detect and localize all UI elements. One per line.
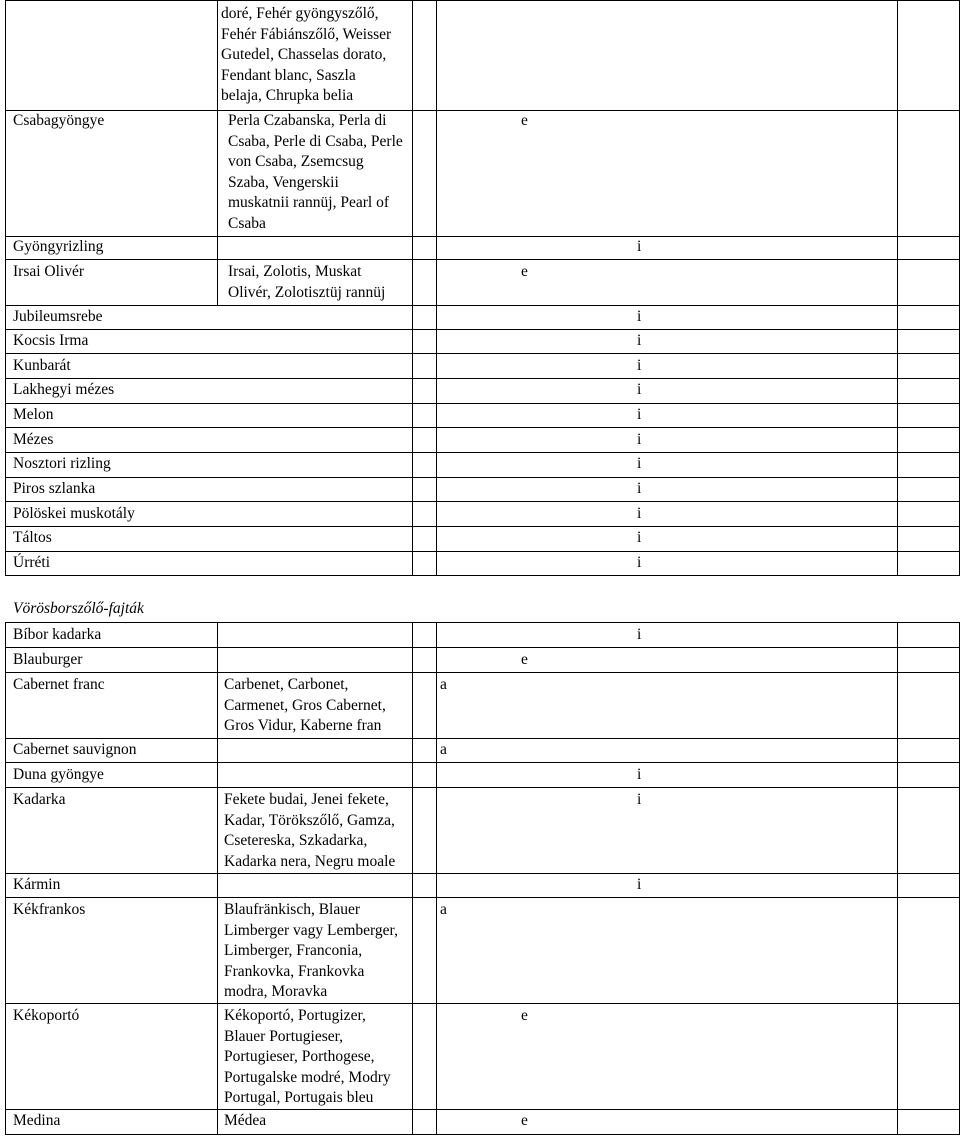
category-code: e <box>521 1112 528 1129</box>
category-code: a <box>440 676 447 693</box>
variety-name: Nosztori rizling <box>13 455 111 472</box>
variety-name: Csabagyöngye <box>13 112 105 129</box>
variety-name: Jubileumsrebe <box>13 308 103 325</box>
category-code: i <box>637 455 642 472</box>
category-code: e <box>521 263 528 280</box>
variety-name: Pölöskei muskotály <box>13 505 135 522</box>
synonyms-cell: Fekete budai, Jenei fekete, Kadar, Törökszőlő, Gamza, Csetereska, Szkadarka, Kadarka nera, Negru moale <box>224 791 396 870</box>
variety-name: Bíbor kadarka <box>13 626 102 643</box>
variety-name: Medina <box>13 1112 61 1129</box>
category-code: i <box>637 529 642 546</box>
category-code: e <box>521 1007 528 1024</box>
category-code: a <box>440 901 447 918</box>
synonyms-cell: Carbenet, Carbonet, Carmenet, Gros Cabernet, Gros Vidur, Kaberne fran <box>224 676 386 734</box>
category-code: i <box>637 308 642 325</box>
category-code: a <box>440 741 447 758</box>
category-code: i <box>637 766 642 783</box>
synonyms-cell: Blaufränkisch, Blauer Limberger vagy Lemberger, Limberger, Franconia, Frankovka, Frankovka modra, Moravka <box>224 901 398 1000</box>
variety-name: Kékoportó <box>13 1007 80 1024</box>
section-title: Vörösborszőlő-fajták <box>13 600 144 617</box>
variety-name: Gyöngyrizling <box>13 238 104 255</box>
variety-name: Táltos <box>13 529 52 546</box>
category-code: i <box>637 626 642 643</box>
category-code: i <box>637 357 642 374</box>
variety-name: Lakhegyi mézes <box>13 381 115 398</box>
synonyms-cell: Kékoportó, Portugizer, Blauer Portugieser, Portugieser, Porthogese, Portugalske modré, Modry Portugal, Portugais bleu <box>224 1007 391 1106</box>
category-code: i <box>637 480 642 497</box>
category-code: i <box>637 791 642 808</box>
variety-name: Duna gyöngye <box>13 766 104 783</box>
synonyms-cell: Médea <box>224 1112 267 1129</box>
category-code: e <box>521 112 528 129</box>
variety-name: Melon <box>13 406 54 423</box>
variety-name: Blauburger <box>13 651 83 668</box>
variety-name: Úrréti <box>13 554 51 571</box>
variety-name: Cabernet franc <box>13 676 105 693</box>
category-code: i <box>637 554 642 571</box>
category-code: i <box>637 431 642 448</box>
category-code: i <box>637 381 642 398</box>
category-code: e <box>521 651 528 668</box>
variety-name: Cabernet sauvignon <box>13 741 137 758</box>
category-code: i <box>637 876 642 893</box>
category-code: i <box>637 238 642 255</box>
synonyms-cell: Perla Czabanska, Perla di Csaba, Perle di Csaba, Perle von Csaba, Zsemcsug Szaba, Vengerskii muskatnii rannüj, Pearl of Csaba <box>228 112 403 232</box>
variety-name: Kunbarát <box>13 357 71 374</box>
variety-name: Kocsis Irma <box>13 332 89 349</box>
category-code: i <box>637 505 642 522</box>
synonyms-cell: doré, Fehér gyöngyszőlő, Fehér Fábiánszőlő, Weisser Gutedel, Chasselas dorato, Fendant blanc, Saszla belaja, Chrupka belia <box>221 5 392 104</box>
variety-name: Kármin <box>13 876 61 893</box>
synonyms-cell: Irsai, Zolotis, Muskat Olivér, Zolotisztüj rannüj <box>228 263 386 301</box>
variety-name: Kékfrankos <box>13 901 86 918</box>
category-code: i <box>637 406 642 423</box>
variety-name: Mézes <box>13 431 54 448</box>
category-code: i <box>637 332 642 349</box>
variety-name: Kadarka <box>13 791 66 808</box>
variety-name: Irsai Olivér <box>13 263 85 280</box>
variety-name: Piros szlanka <box>13 480 96 497</box>
